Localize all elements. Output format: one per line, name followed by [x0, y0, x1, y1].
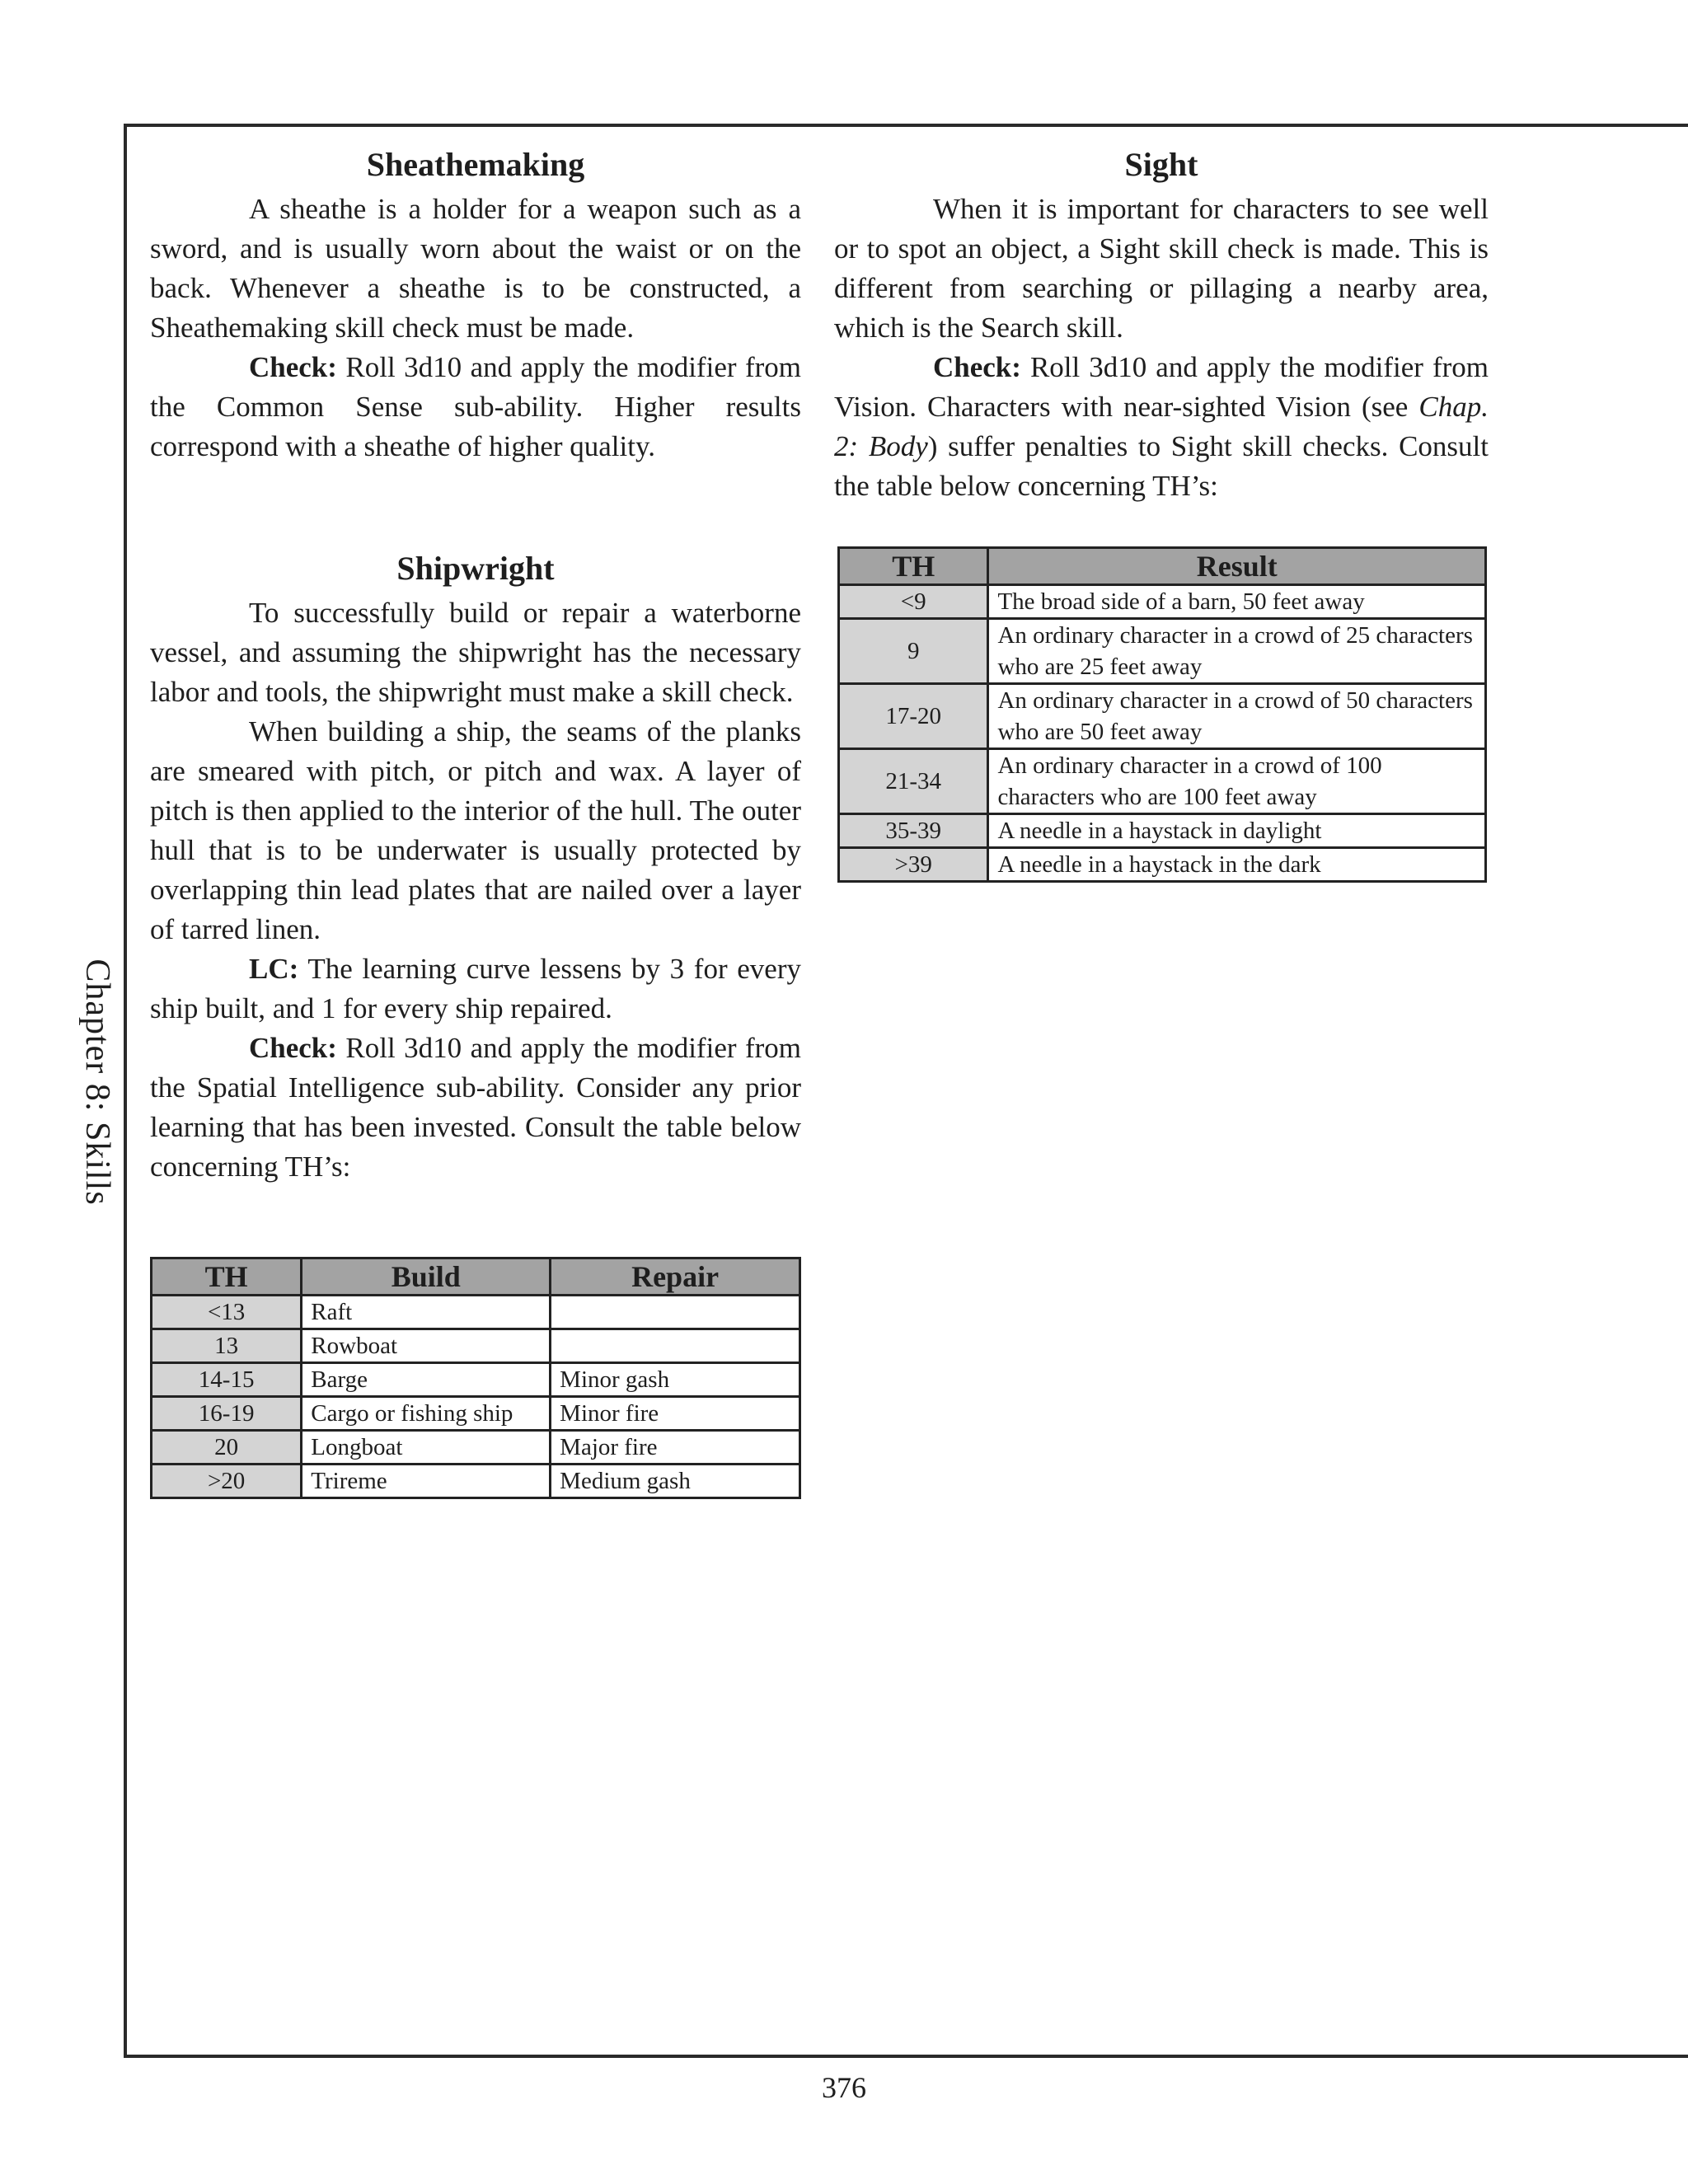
check-paragraph [834, 348, 1489, 506]
repair-cell [551, 1296, 800, 1329]
table-row [839, 749, 1486, 814]
th-cell: 16-19 [152, 1397, 302, 1431]
table-row [152, 1363, 800, 1397]
table-header: Repair [551, 1258, 800, 1296]
table-row [839, 585, 1486, 619]
th-cell: 13 [152, 1329, 302, 1363]
lc-label: LC: [249, 953, 299, 985]
repair-cell [551, 1329, 800, 1363]
build-cell: Raft [302, 1296, 551, 1329]
check-text: Roll 3d10 and apply the modifier from the Spatial Intelligence sub-ability. Consider any prior learning that has been invested. Consult the table below concerning TH’s: [150, 1032, 801, 1183]
page-frame-bottom [124, 2055, 1688, 2058]
th-cell: 21-34 [839, 749, 988, 814]
table-row [839, 684, 1486, 749]
check-label: Check: [933, 351, 1021, 383]
repair-cell: Major fire [551, 1431, 800, 1465]
check-paragraph [150, 1029, 801, 1187]
sight-table [837, 546, 1487, 883]
result-cell: An ordinary character in a crowd of 50 characters who are 50 feet away [988, 684, 1486, 749]
check-text: Roll 3d10 and apply the modifier from Vision. Characters with near-sighted Vision (see [834, 351, 1489, 423]
table-header: TH [839, 548, 988, 585]
result-cell: The broad side of a barn, 50 feet away [988, 585, 1486, 619]
paragraph: When building a ship, the seams of the planks are smeared with pitch, or pitch and wax. A layer of pitch is then applied to the interior of the hull. The outer hull that is to be underwater is usually protected by overlapping thin lead plates that are nailed over a layer of tarred linen. [150, 715, 801, 945]
repair-cell: Minor fire [551, 1397, 800, 1431]
chapter-reference: Chap. 2: Body [834, 391, 1489, 462]
table-row [839, 848, 1486, 882]
table-header: Build [302, 1258, 551, 1296]
check-text: Roll 3d10 and apply the modifier from the Common Sense sub-ability. Higher results correspond with a sheathe of higher quality. [150, 351, 801, 462]
build-cell: Cargo or fishing ship [302, 1397, 551, 1431]
lc-text: The learning curve lessens by 3 for every ship built, and 1 for every ship repaired. [150, 953, 801, 1024]
shipwright-table [150, 1257, 801, 1499]
table-row [152, 1296, 800, 1329]
paragraph: A sheathe is a holder for a weapon such as a sword, and is usually worn about the waist or on the back. Whenever a sheathe is to be constructed, a Sheathemaking skill check must be made. [150, 193, 801, 344]
page-frame-top [124, 124, 1688, 127]
result-cell: A needle in a haystack in the dark [988, 848, 1486, 882]
section-heading: Sight [1124, 146, 1198, 183]
result-cell: A needle in a haystack in daylight [988, 814, 1486, 848]
lc-paragraph [150, 949, 801, 1029]
page-frame-left [124, 124, 127, 2057]
th-cell: 9 [839, 619, 988, 684]
check-label: Check: [249, 1032, 337, 1064]
build-cell: Rowboat [302, 1329, 551, 1363]
section-heading: Shipwright [396, 550, 555, 587]
table-header-row [839, 548, 1486, 585]
table-row [152, 1397, 800, 1431]
table-row [152, 1465, 800, 1498]
table-row [839, 814, 1486, 848]
chapter-side-label: Chapter 8: Skills [78, 958, 116, 1206]
th-cell: 14-15 [152, 1363, 302, 1397]
build-cell: Trireme [302, 1465, 551, 1498]
table-row [152, 1329, 800, 1363]
th-cell: >39 [839, 848, 988, 882]
table-header: Result [988, 548, 1486, 585]
table-header-row [152, 1258, 800, 1296]
th-cell: >20 [152, 1465, 302, 1498]
th-cell: 17-20 [839, 684, 988, 749]
check-label: Check: [249, 351, 337, 383]
build-cell: Longboat [302, 1431, 551, 1465]
th-cell: <9 [839, 585, 988, 619]
table-row [152, 1431, 800, 1465]
result-cell: An ordinary character in a crowd of 25 characters who are 25 feet away [988, 619, 1486, 684]
table-row [839, 619, 1486, 684]
table-header: TH [152, 1258, 302, 1296]
result-cell: An ordinary character in a crowd of 100 characters who are 100 feet away [988, 749, 1486, 814]
th-cell: 35-39 [839, 814, 988, 848]
paragraph: To successfully build or repair a waterborne vessel, and assuming the shipwright has the necessary labor and tools, the shipwright must make a skill check. [150, 597, 801, 708]
paragraph: When it is important for characters to see well or to spot an object, a Sight skill check is made. This is different from searching or pillaging a nearby area, which is the Search skill. [834, 193, 1489, 344]
sheathemaking-section [150, 145, 801, 466]
sight-section [834, 145, 1489, 506]
check-text: ) suffer penalties to Sight skill checks. Consult the table below concerning TH’s: [834, 430, 1489, 502]
shipwright-section [150, 549, 801, 1187]
th-cell: <13 [152, 1296, 302, 1329]
section-heading: Sheathemaking [366, 146, 585, 183]
th-cell: 20 [152, 1431, 302, 1465]
check-paragraph [150, 348, 801, 466]
page-number: 376 [822, 2071, 866, 2104]
repair-cell: Minor gash [551, 1363, 800, 1397]
build-cell: Barge [302, 1363, 551, 1397]
repair-cell: Medium gash [551, 1465, 800, 1498]
